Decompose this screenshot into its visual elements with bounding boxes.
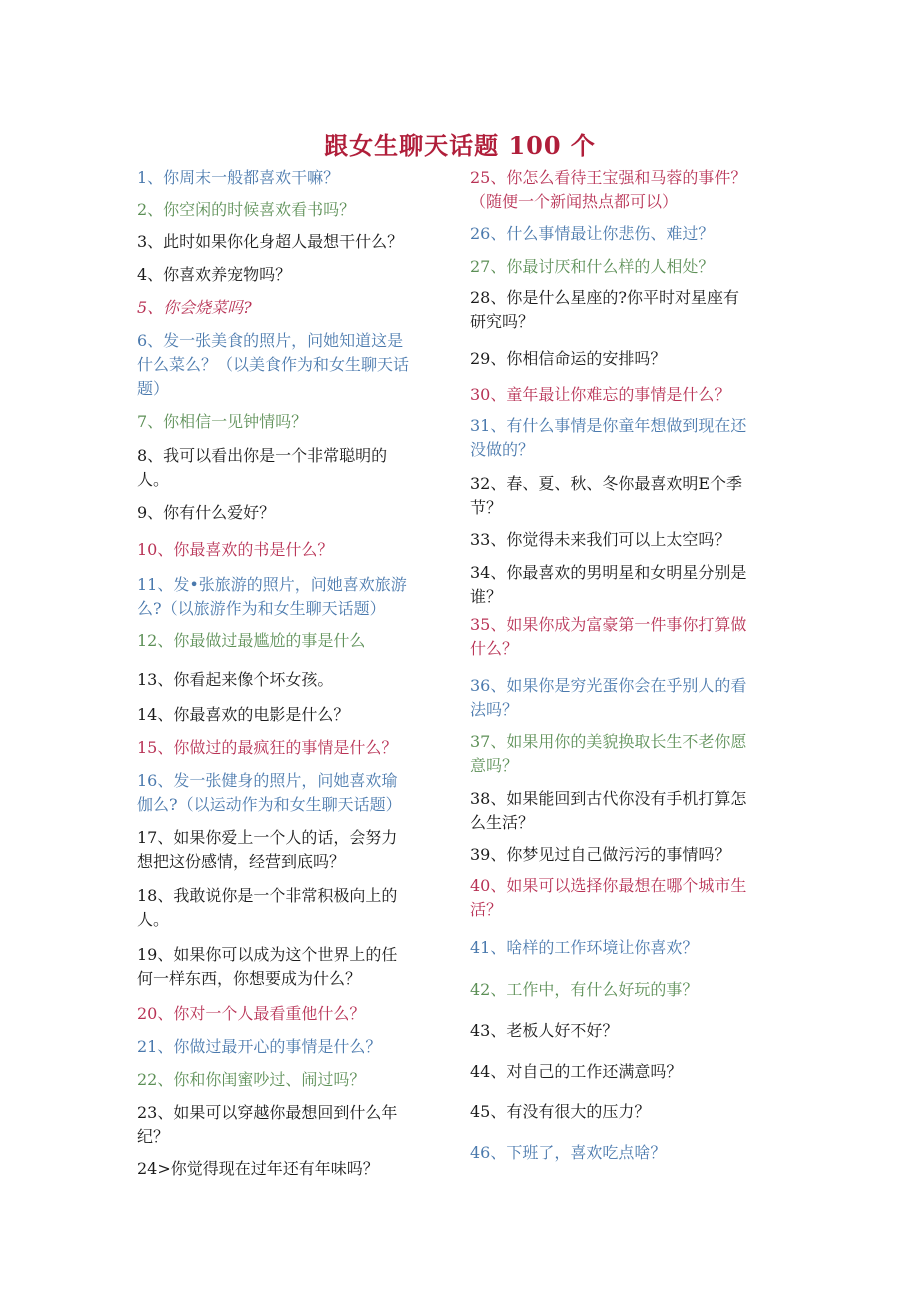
topic-item: 8、我可以看出你是一个非常聪明的 人。 [137, 446, 388, 489]
topic-item: 37、如果用你的美貌换取长生不老你愿 意吗？ [470, 732, 747, 775]
topic-item: 45、有没有很大的压力？ [470, 1102, 651, 1121]
topic-item: 34、你最喜欢的男明星和女明星分别是 谁？ [470, 563, 747, 606]
topic-item: 5、你会烧菜吗? [137, 298, 252, 317]
topic-item: 42、工作中，有什么好玩的事？ [470, 980, 699, 999]
page-title: 跟女生聊天话题 100 个 [324, 131, 596, 160]
topic-item: 10、你最喜欢的书是什么？ [137, 540, 334, 559]
topic-item: 32、春、夏、秋、冬你最喜欢明E个季 节？ [470, 474, 743, 517]
topic-item: 14、你最喜欢的电影是什么？ [137, 705, 350, 724]
topic-item: 46、下班了，喜欢吃点啥？ [470, 1143, 667, 1162]
topic-item: 44、对自己的工作还满意吗？ [470, 1062, 683, 1081]
topic-item: 6、发一张美食的照片，问她知道这是 什么菜么？（以美食作为和女生聊天话 题） [137, 331, 410, 398]
topic-item: 36、如果你是穷光蛋你会在乎别人的看 法吗？ [470, 676, 747, 719]
topic-item: 19、如果你可以成为这个世界上的任 何一样东西，你想要成为什么？ [137, 945, 398, 988]
topic-item: 20、你对一个人最看重他什么？ [137, 1004, 366, 1023]
topic-item: 7、你相信一见钟情吗？ [137, 412, 308, 431]
topic-item: 21、你做过最开心的事情是什么？ [137, 1037, 382, 1056]
topic-item: 11、发•张旅游的照片，问她喜欢旅游 么?（以旅游作为和女生聊天话题） [137, 575, 407, 618]
topic-item: 26、什么事情最让你悲伤、难过？ [470, 224, 715, 243]
topic-item: 31、有什么事情是你童年想做到现在还 没做的？ [470, 416, 747, 459]
topic-item: 13、你看起来像个坏女孩。 [137, 670, 334, 689]
topic-item: 16、发一张健身的照片，问她喜欢瑜 伽么?（以运动作为和女生聊天话题） [137, 771, 402, 814]
topic-item: 2、你空闲的时候喜欢看书吗？ [137, 200, 356, 219]
topic-item: 1、你周末一般都喜欢干嘛？ [137, 168, 340, 187]
topic-item: 3、此时如果你化身超人最想干什么？ [137, 232, 404, 251]
topic-item: 41、啥样的工作环境让你喜欢？ [470, 938, 699, 957]
topic-item: 15、你做过的最疯狂的事情是什么？ [137, 738, 398, 757]
topic-item: 30、童年最让你难忘的事情是什么？ [470, 385, 731, 404]
topic-item: 28、你是什么星座的?你平时对星座有 研究吗？ [470, 288, 739, 331]
topic-item: 43、老板人好不好？ [470, 1021, 619, 1040]
topic-item: 17、如果你爱上一个人的话，会努力 想把这份感情，经营到底吗？ [137, 828, 398, 871]
topic-item: 23、如果可以穿越你最想回到什么年 纪？ [137, 1103, 398, 1146]
topic-item: 39、你梦见过自己做污污的事情吗？ [470, 845, 731, 864]
topic-item: 38、如果能回到古代你没有手机打算怎 么生活？ [470, 789, 747, 832]
topic-item: 9、你有什么爱好？ [137, 503, 276, 522]
topic-item: 29、你相信命运的安排吗？ [470, 349, 667, 368]
topic-item: 33、你觉得未来我们可以上太空吗？ [470, 530, 731, 549]
topic-item: 12、你最做过最尴尬的事是什么 [137, 631, 366, 650]
topic-item: 24>你觉得现在过年还有年味吗？ [137, 1159, 379, 1178]
topic-item: 27、你最讨厌和什么样的人相处？ [470, 257, 715, 276]
topic-item: 22、你和你闺蜜吵过、闹过吗？ [137, 1070, 366, 1089]
topic-item: 35、如果你成为富豪第一件事你打算做 什么？ [470, 615, 747, 658]
topic-item: 4、你喜欢养宠物吗？ [137, 265, 292, 284]
topic-item: 25、你怎么看待王宝强和马蓉的事件？ （随便一个新闻热点都可以） [470, 168, 747, 211]
topic-item: 40、如果可以选择你最想在哪个城市生 活？ [470, 876, 747, 919]
topic-item: 18、我敢说你是一个非常积极向上的 人。 [137, 886, 398, 929]
